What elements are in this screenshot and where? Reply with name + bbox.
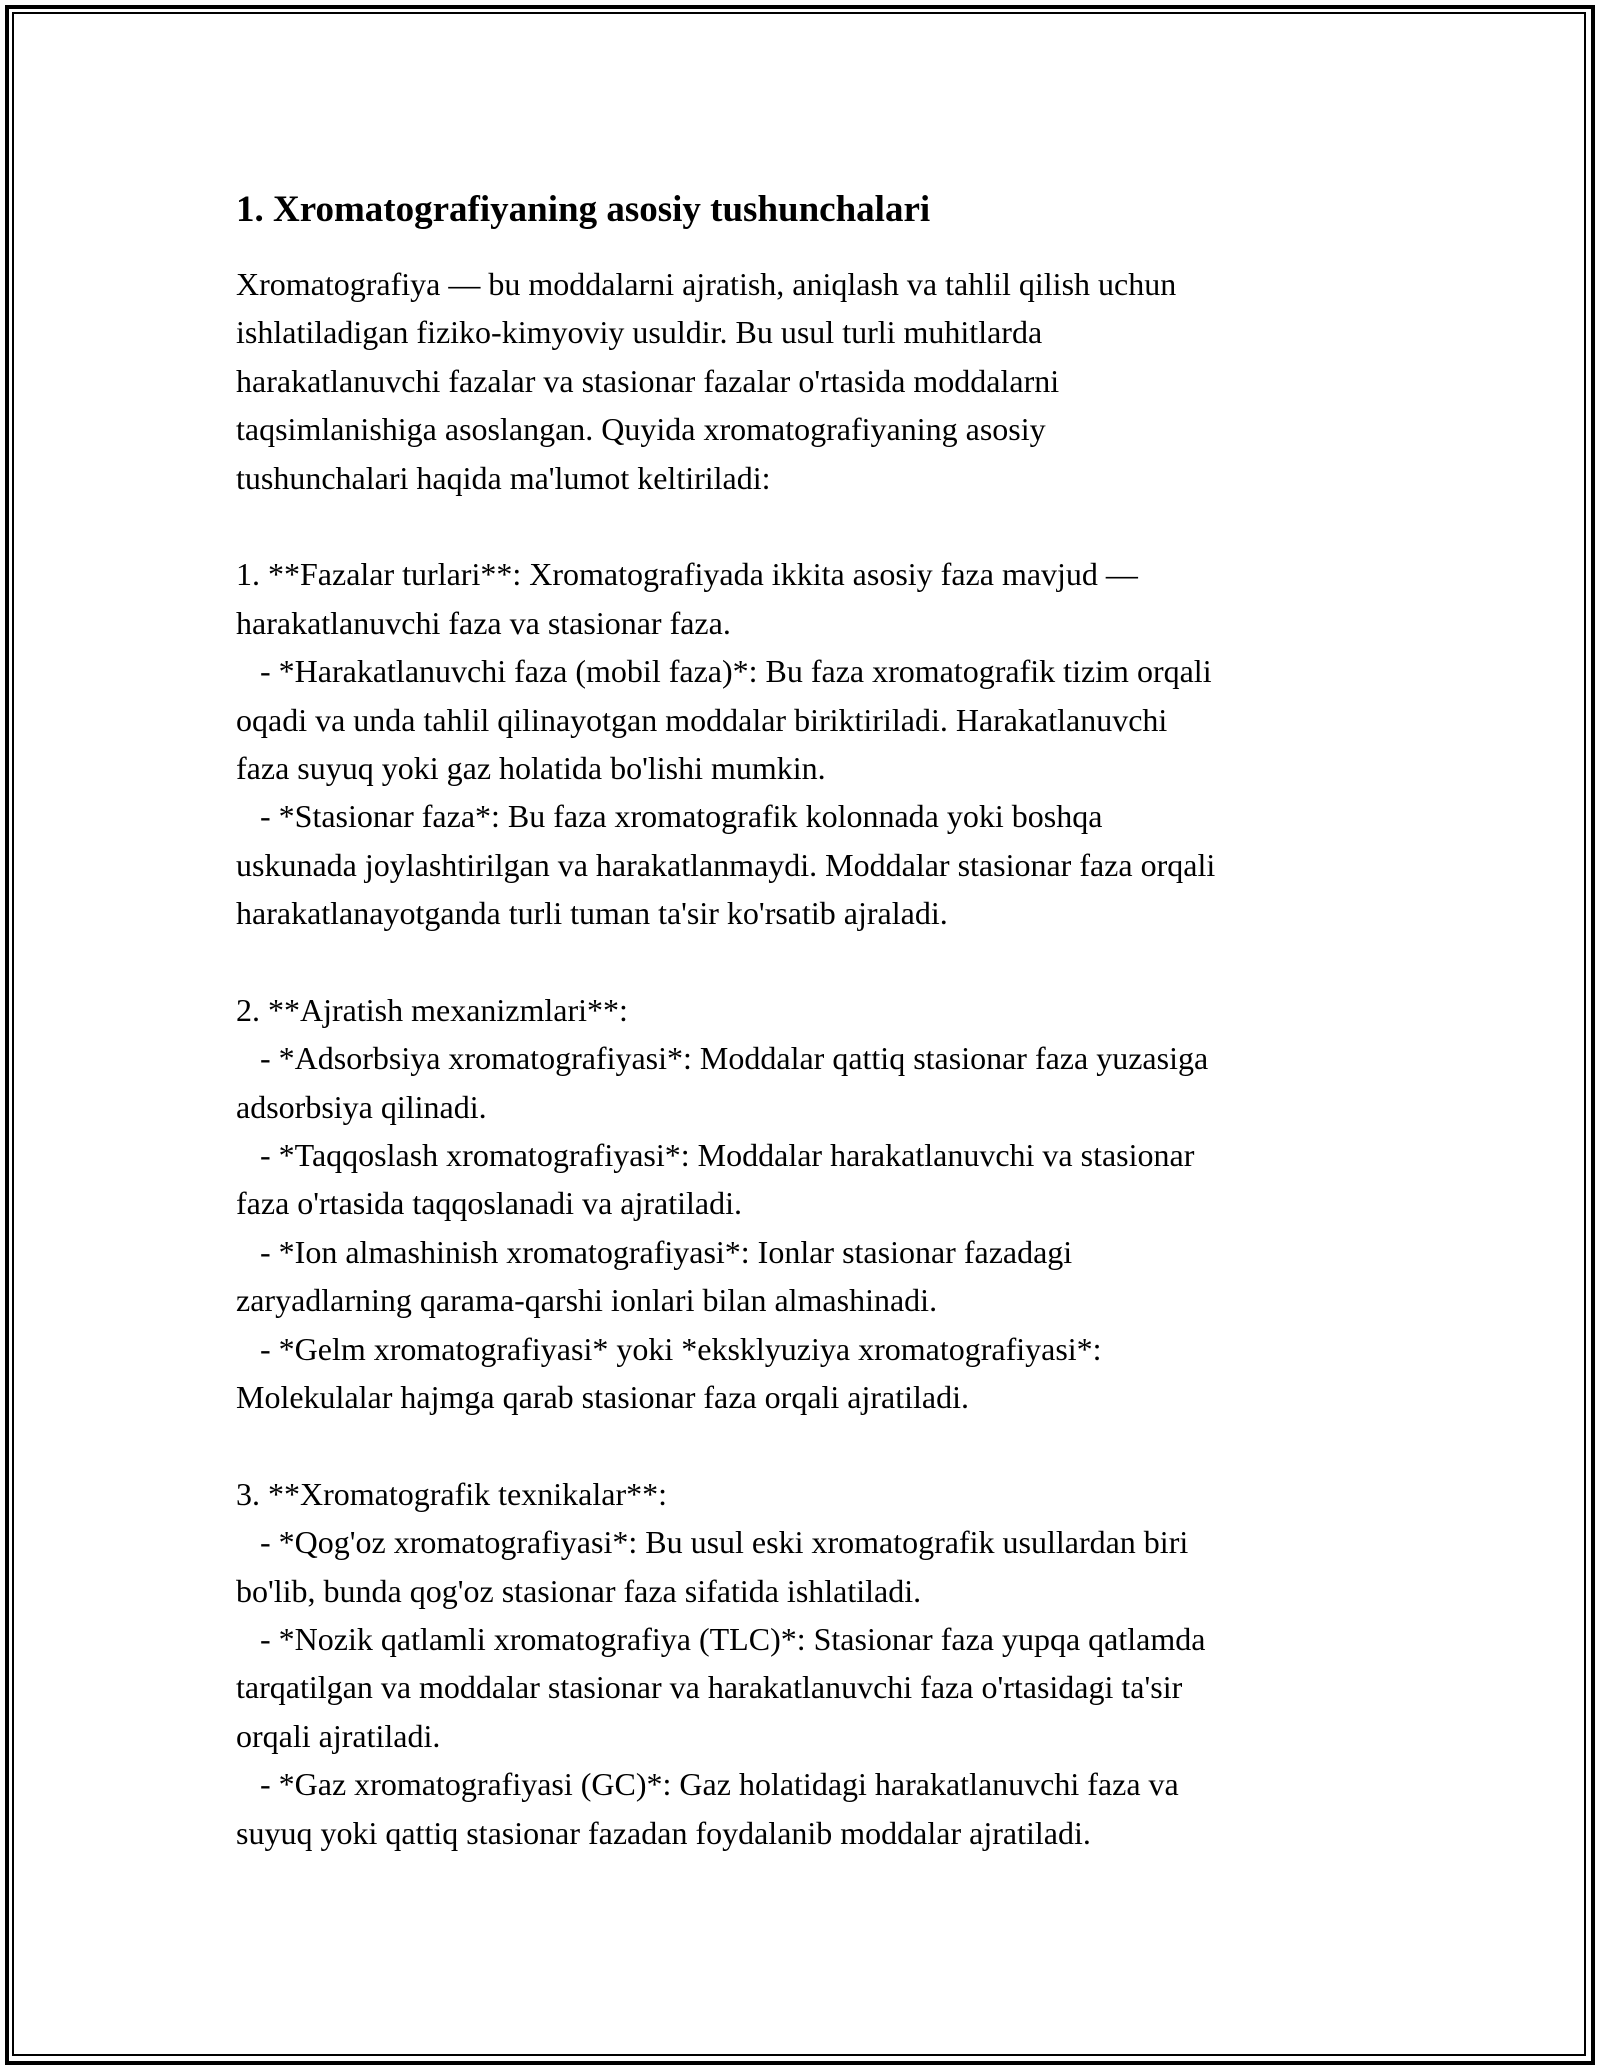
- text-line: - *Harakatlanuvchi faza (mobil faza)*: Bu faza xromatografik tizim orqali: [236, 653, 1212, 690]
- blank-line: [236, 937, 1376, 985]
- text-line: - *Nozik qatlamli xromatografiya (TLC)*: Stasionar faza yupqa qatlamda: [236, 1620, 1206, 1657]
- text-line: - *Taqqoslash xromatografiyasi*: Moddalar harakatlanuvchi va stasionar: [236, 1137, 1195, 1174]
- blank-line: [236, 1421, 1376, 1469]
- text-line: - *Stasionar faza*: Bu faza xromatografik kolonnada yoki boshqa: [236, 798, 1103, 835]
- text-line: faza suyuq yoki gaz holatida bo'lishi mumkin.: [236, 749, 826, 786]
- text-line: - *Adsorbsiya xromatografiyasi*: Moddalar qattiq stasionar faza yuzasiga: [236, 1040, 1209, 1077]
- text-line: Xromatografiya — bu moddalarni ajratish, aniqlash va tahlil qilish uchun: [236, 266, 1177, 302]
- text-line: zaryadlarning qarama-qarshi ionlari bilan almashinadi.: [236, 1282, 938, 1319]
- text-line: - *Gelm xromatografiyasi* yoki *eksklyuziya xromatografiyasi*:: [236, 1330, 1102, 1367]
- text-line: oqadi va unda tahlil qilinayotgan moddalar biriktiriladi. Harakatlanuvchi: [236, 701, 1168, 738]
- document-body: [236, 186, 1376, 1857]
- text-line: tarqatilgan va moddalar stasionar va harakatlanuvchi faza o'rtasidagi ta'sir: [236, 1669, 1183, 1706]
- text-line: bo'lib, bunda qog'oz stasionar faza sifatida ishlatiladi.: [236, 1572, 922, 1609]
- blank-line: [236, 502, 1376, 550]
- text-line: - *Ion almashinish xromatografiyasi*: Ionlar stasionar fazadagi: [236, 1233, 1073, 1270]
- text-line: - *Qog'oz xromatografiyasi*: Bu usul eski xromatografik usullardan biri: [236, 1524, 1189, 1561]
- text-line: ishlatiladigan fiziko-kimyoviy usuldir. Bu usul turli muhitlarda: [236, 314, 1043, 351]
- text-line: harakatlanayotganda turli tuman ta'sir ko'rsatib ajraladi.: [236, 895, 948, 932]
- text-line: uskunada joylashtirilgan va harakatlanmaydi. Moddalar stasionar faza orqali: [236, 846, 1216, 883]
- text-line: orqali ajratiladi.: [236, 1717, 441, 1754]
- section-text: [236, 260, 1376, 1857]
- text-line: faza o'rtasida taqqoslanadi va ajratiladi.: [236, 1185, 742, 1222]
- text-line: - *Gaz xromatografiyasi (GC)*: Gaz holatidagi harakatlanuvchi faza va: [236, 1766, 1179, 1803]
- text-line: 2. **Ajratish mexanizmlari**:: [236, 991, 628, 1028]
- text-line: tushunchalari haqida ma'lumot keltiriladi:: [236, 459, 771, 496]
- text-line: adsorbsiya qilinadi.: [236, 1088, 487, 1125]
- section-heading: 1. Xromatografiyaning asosiy tushunchalari: [236, 189, 931, 230]
- text-line: 3. **Xromatografik texnikalar**:: [236, 1475, 667, 1512]
- text-line: harakatlanuvchi faza va stasionar faza.: [236, 604, 731, 641]
- text-line: Molekulalar hajmga qarab stasionar faza orqali ajratiladi.: [236, 1378, 970, 1415]
- text-line: taqsimlanishiga asoslangan. Quyida xromatografiyaning asosiy: [236, 411, 1046, 448]
- text-line: suyuq yoki qattiq stasionar fazadan foydalanib moddalar ajratiladi.: [236, 1814, 1091, 1851]
- text-line: 1. **Fazalar turlari**: Xromatografiyada ikkita asosiy faza mavjud —: [236, 556, 1138, 593]
- text-line: harakatlanuvchi fazalar va stasionar fazalar o'rtasida moddalarni: [236, 362, 1060, 399]
